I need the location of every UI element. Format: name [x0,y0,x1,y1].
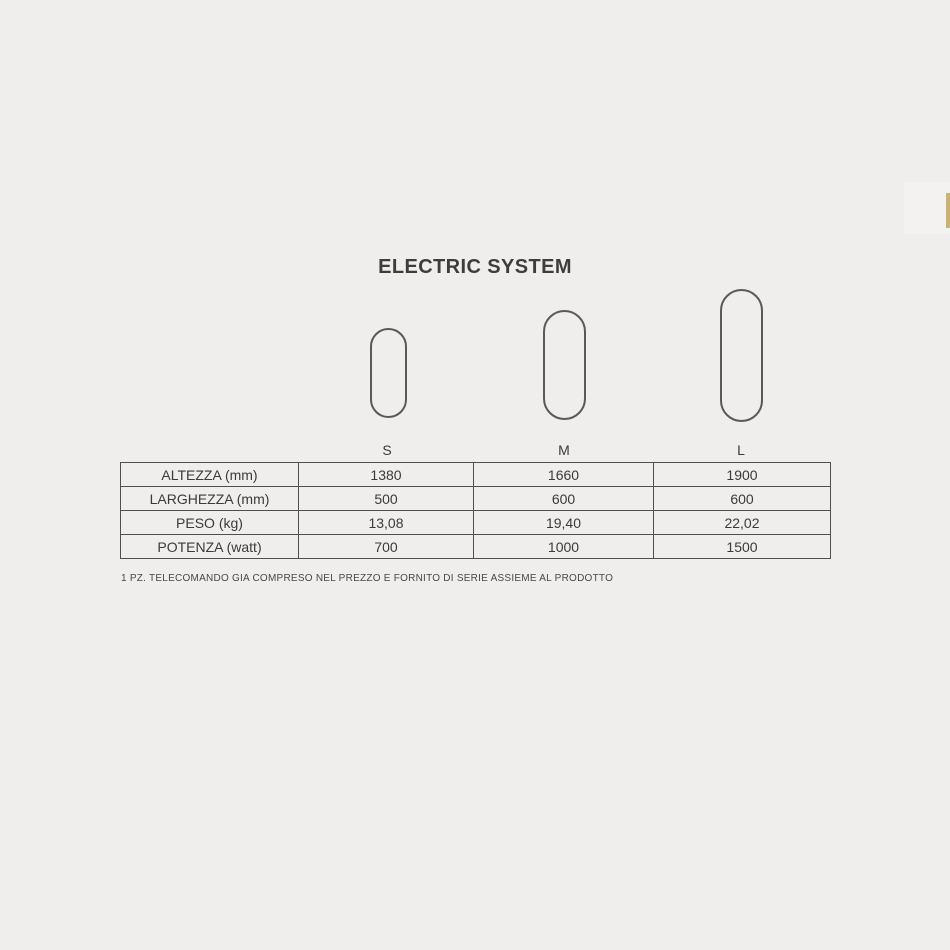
product-capsule-shape-l [720,289,763,422]
size-label-l: L [737,442,745,458]
right-edge-artifact [946,193,950,228]
table-row-potenza [121,535,831,559]
table-row-larghezza [121,487,831,511]
spec-value: 1000 [474,535,654,559]
footnote: 1 PZ. TELECOMANDO GIA COMPRESO NEL PREZZO E FORNITO DI SERIE ASSIEME AL PRODOTTO [121,573,614,584]
spec-row-label: ALTEZZA (mm) [121,463,299,487]
spec-value: 1380 [299,463,474,487]
spec-value: 1660 [474,463,654,487]
page-title: ELECTRIC SYSTEM [378,256,572,278]
product-capsule-shape-m [543,310,586,420]
spec-value: 700 [299,535,474,559]
spec-value: 500 [299,487,474,511]
spec-row-label: PESO (kg) [121,511,299,535]
spec-row-label: LARGHEZZA (mm) [121,487,299,511]
spec-value: 1500 [654,535,831,559]
spec-value: 19,40 [474,511,654,535]
spec-row-label: POTENZA (watt) [121,535,299,559]
right-edge-light-patch [904,182,950,234]
spec-table [120,462,831,559]
table-row-altezza [121,463,831,487]
spec-value: 600 [654,487,831,511]
spec-value: 22,02 [654,511,831,535]
spec-value: 13,08 [299,511,474,535]
table-row-peso [121,511,831,535]
product-capsule-shape-s [370,328,407,418]
size-label-s: S [382,442,392,458]
spec-value: 600 [474,487,654,511]
spec-value: 1900 [654,463,831,487]
size-label-m: M [558,442,570,458]
